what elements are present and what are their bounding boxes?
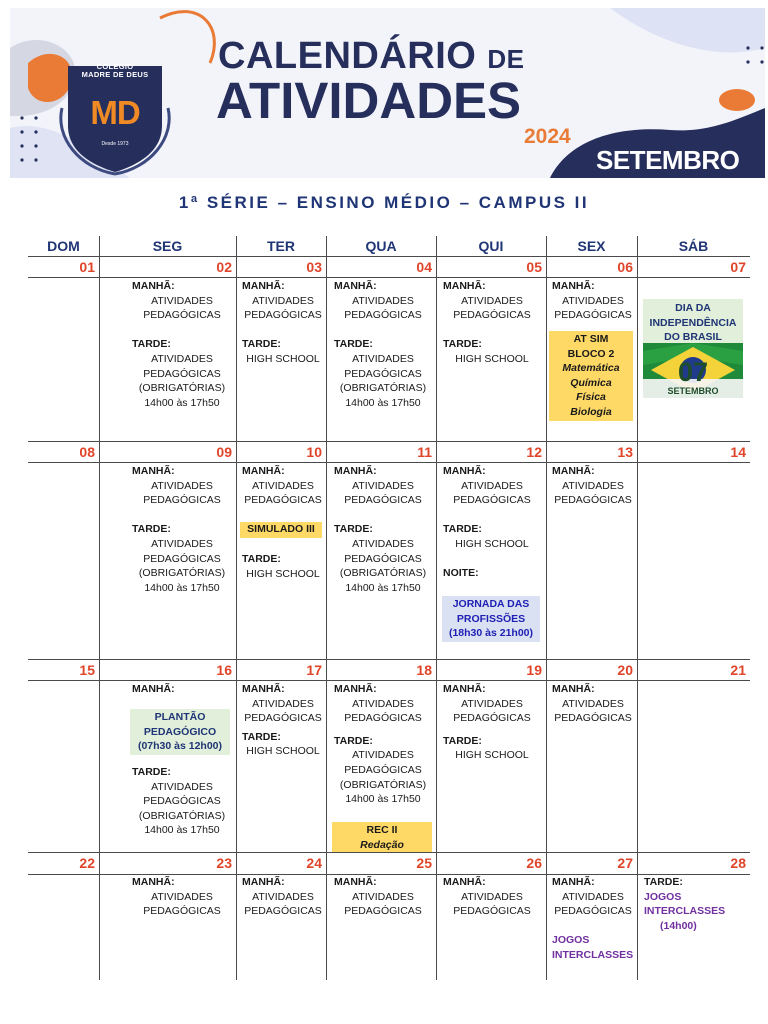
- event-plantao: [130, 709, 230, 755]
- day-number: 14: [730, 444, 746, 460]
- activity-text: PEDAGÓGICAS: [344, 763, 422, 776]
- day-entry: [132, 765, 232, 838]
- activity-text: HIGH SCHOOL: [455, 537, 529, 550]
- event-subtitle: BLOCO 2: [567, 347, 615, 360]
- activity-text: PEDAGÓGICAS: [453, 712, 531, 725]
- title-calendario: CALENDÁRIO: [218, 35, 477, 77]
- weekday-header: DOM: [47, 238, 80, 254]
- weekday-header: TER: [267, 238, 295, 254]
- manha-label: MANHÃ:: [242, 465, 285, 477]
- day-entry: [443, 875, 541, 919]
- activity-text: ATIVIDADES: [461, 479, 523, 492]
- spacer: [443, 552, 541, 567]
- weekday-header: SEG: [152, 238, 183, 254]
- manha-label: MANHÃ:: [443, 876, 486, 888]
- tarde-label: TARDE:: [242, 730, 281, 743]
- manha-label: MANHÃ:: [132, 876, 175, 888]
- activity-text: ATIVIDADES: [562, 890, 624, 903]
- event-title: DO BRASIL: [664, 331, 722, 343]
- day-number: 02: [216, 259, 232, 275]
- manha-label: MANHÃ:: [334, 876, 377, 888]
- grid-hline: [28, 659, 750, 660]
- spacer: [132, 508, 232, 523]
- tarde-label: TARDE:: [132, 338, 171, 351]
- day-number: 12: [526, 444, 542, 460]
- day-number: 10: [306, 444, 322, 460]
- event-title: INDEPENDÊNCIA: [649, 316, 737, 329]
- activity-text: (OBRIGATÓRIAS): [339, 382, 427, 395]
- manha-label: MANHÃ:: [552, 465, 595, 477]
- manha-label: MANHÃ:: [242, 280, 285, 292]
- day-entry: [242, 279, 324, 367]
- event-at-sim: [549, 331, 633, 421]
- activity-text: PEDAGÓGICAS: [344, 905, 422, 918]
- activity-text: ATIVIDADES: [252, 294, 314, 307]
- day-number: 11: [417, 444, 432, 460]
- day-entry: [443, 279, 541, 367]
- spacer: [443, 508, 541, 523]
- manha-label: MANHÃ:: [552, 280, 595, 292]
- event-title: PLANTÃO: [154, 711, 206, 723]
- event-title: DIA DA: [675, 302, 711, 314]
- activity-text: ATIVIDADES: [151, 780, 213, 793]
- day-number: 04: [416, 259, 432, 275]
- activity-time: 14h00 às 17h50: [345, 581, 421, 594]
- event-jogos: JOGOS: [644, 890, 682, 903]
- day-entry: [242, 682, 324, 759]
- spacer: [334, 726, 432, 734]
- event-title: PEDAGÓGICO: [143, 725, 217, 738]
- day-number: 08: [79, 444, 95, 460]
- day-entry: [552, 682, 634, 726]
- event-title: PROFISSÕES: [456, 612, 526, 625]
- day-entry: [443, 464, 541, 581]
- activity-text: (OBRIGATÓRIAS): [138, 809, 226, 822]
- activity-time: 14h00 às 17h50: [144, 824, 220, 837]
- day-number: 23: [216, 855, 232, 871]
- activity-text: PEDAGÓGICAS: [344, 309, 422, 322]
- day-entry: [552, 464, 634, 508]
- grid-hline: [28, 441, 750, 442]
- tarde-label: TARDE:: [443, 523, 482, 536]
- spacer: [242, 726, 324, 730]
- activity-text: ATIVIDADES: [352, 537, 414, 550]
- activity-text: (OBRIGATÓRIAS): [138, 567, 226, 580]
- activity-text: ATIVIDADES: [461, 890, 523, 903]
- activity-text: PEDAGÓGICAS: [344, 494, 422, 507]
- activity-text: ATIVIDADES: [562, 697, 624, 710]
- day-entry: [334, 682, 432, 807]
- manha-label: MANHÃ:: [242, 876, 285, 888]
- activity-text: ATIVIDADES: [151, 294, 213, 307]
- event-subject: Redação: [360, 838, 404, 851]
- activity-text: ATIVIDADES: [151, 890, 213, 903]
- activity-text: ATIVIDADES: [461, 697, 523, 710]
- activity-time: 14h00 às 17h50: [345, 793, 421, 806]
- event-jogos: INTERCLASSES: [552, 948, 634, 961]
- activity-text: PEDAGÓGICAS: [554, 712, 632, 725]
- activity-text: PEDAGÓGICAS: [453, 905, 531, 918]
- day-entry: [334, 875, 432, 919]
- day-number: 15: [79, 662, 95, 678]
- title-month: SETEMBRO: [596, 145, 740, 175]
- calendar-grid: [28, 236, 750, 980]
- event-day: 07: [677, 357, 709, 387]
- activity-text: HIGH SCHOOL: [246, 567, 320, 580]
- event-time: (07h30 às 12h00): [137, 740, 223, 752]
- activity-text: (OBRIGATÓRIAS): [339, 778, 427, 791]
- logo-initials: MD: [90, 94, 140, 131]
- grid-hline: [28, 256, 750, 257]
- tarde-label: TARDE:: [443, 734, 482, 747]
- day-number: 25: [416, 855, 432, 871]
- grid-hline: [28, 462, 750, 463]
- day-entry: [242, 875, 324, 919]
- logo-since: Desde 1973: [101, 141, 129, 147]
- title-de: DE: [487, 44, 525, 74]
- day-number: 13: [617, 444, 633, 460]
- day-entry: [443, 682, 541, 763]
- manha-label: MANHÃ:: [552, 876, 595, 888]
- spacer: [132, 323, 232, 338]
- activity-text: ATIVIDADES: [151, 537, 213, 550]
- day-number: 20: [617, 662, 633, 678]
- event-jogos: INTERCLASSES: [644, 905, 726, 918]
- spacer: [552, 919, 634, 934]
- manha-label: MANHÃ:: [132, 465, 175, 477]
- tarde-label: TARDE:: [644, 876, 683, 888]
- activity-text: ATIVIDADES: [151, 352, 213, 365]
- activity-text: PEDAGÓGICAS: [554, 309, 632, 322]
- tarde-label: TARDE:: [334, 338, 373, 351]
- event-title: AT SIM: [573, 333, 609, 345]
- day-number: 24: [306, 855, 322, 871]
- day-number: 07: [730, 259, 746, 275]
- page-subtitle: 1ª SÉRIE – ENSINO MÉDIO – CAMPUS II: [178, 193, 590, 212]
- logo-text: [68, 63, 162, 79]
- weekday-header: SÁB: [678, 238, 709, 254]
- activity-text: (OBRIGATÓRIAS): [339, 567, 427, 580]
- event-subject: Matemática: [562, 362, 620, 374]
- activity-text: PEDAGÓGICAS: [554, 905, 632, 918]
- activity-text: HIGH SCHOOL: [455, 749, 529, 762]
- day-entry: [132, 279, 232, 410]
- event-independencia-text: [643, 301, 743, 345]
- event-title: REC II: [366, 824, 398, 836]
- tarde-label: TARDE:: [334, 734, 373, 747]
- day-entry: [552, 279, 634, 323]
- day-number: 19: [526, 662, 542, 678]
- activity-text: PEDAGÓGICAS: [344, 712, 422, 725]
- spacer: [334, 323, 432, 338]
- day-number: 01: [79, 259, 95, 275]
- day-entry: [242, 464, 324, 508]
- activity-text: ATIVIDADES: [352, 697, 414, 710]
- activity-text: ATIVIDADES: [461, 294, 523, 307]
- activity-text: PEDAGÓGICAS: [244, 905, 322, 918]
- manha-label: MANHÃ:: [334, 683, 377, 695]
- event-subject: Biologia: [570, 405, 612, 418]
- day-number: 16: [216, 662, 232, 678]
- spacer: [443, 323, 541, 338]
- weekday-header: SEX: [577, 238, 606, 254]
- spacer: [242, 323, 324, 338]
- noite-label: NOITE:: [443, 567, 479, 580]
- activity-time: 14h00 às 17h50: [144, 581, 220, 594]
- grid-hline: [28, 680, 750, 681]
- school-logo: [68, 63, 162, 168]
- title-year: 2024: [524, 125, 571, 148]
- day-number: 26: [526, 855, 542, 871]
- day-number: 05: [526, 259, 542, 275]
- activity-text: PEDAGÓGICAS: [453, 494, 531, 507]
- day-number: 27: [617, 855, 633, 871]
- day-number: 18: [416, 662, 432, 678]
- manha-label: MANHÃ:: [334, 280, 377, 292]
- spacer: [334, 508, 432, 523]
- activity-time: 14h00 às 17h50: [144, 396, 220, 409]
- activity-text: PEDAGÓGICAS: [143, 494, 221, 507]
- tarde-label: TARDE:: [132, 523, 171, 536]
- activity-text: ATIVIDADES: [562, 294, 624, 307]
- activity-text: PEDAGÓGICAS: [344, 367, 422, 380]
- activity-text: ATIVIDADES: [252, 890, 314, 903]
- manha-label: MANHÃ:: [334, 465, 377, 477]
- activity-text: ATIVIDADES: [151, 479, 213, 492]
- activity-text: ATIVIDADES: [352, 749, 414, 762]
- weekday-header: QUA: [365, 238, 397, 254]
- grid-hline: [28, 277, 750, 278]
- activity-text: ATIVIDADES: [352, 294, 414, 307]
- activity-text: PEDAGÓGICAS: [143, 309, 221, 322]
- activity-text: PEDAGÓGICAS: [244, 494, 322, 507]
- activity-text: ATIVIDADES: [352, 890, 414, 903]
- activity-text: HIGH SCHOOL: [246, 745, 320, 758]
- activity-text: PEDAGÓGICAS: [244, 712, 322, 725]
- event-independencia: [643, 299, 743, 398]
- day-number: 17: [306, 662, 322, 678]
- event-time: (14h00): [660, 919, 697, 932]
- activity-text: ATIVIDADES: [352, 352, 414, 365]
- activity-text: PEDAGÓGICAS: [244, 309, 322, 322]
- activity-text: ATIVIDADES: [562, 479, 624, 492]
- grid-hline: [28, 852, 750, 853]
- day-number: 22: [79, 855, 95, 871]
- logo-school-top: COLEGIO: [96, 62, 134, 71]
- activity-text: PEDAGÓGICAS: [143, 367, 221, 380]
- event-jogos: JOGOS: [552, 934, 590, 947]
- day-number: 03: [306, 259, 322, 275]
- day-entry: [552, 875, 634, 963]
- activity-text: ATIVIDADES: [352, 479, 414, 492]
- logo-school-name: MADRE DE DEUS: [81, 70, 149, 79]
- event-subject: Física: [576, 391, 606, 403]
- event-time: (18h30 às 21h00): [448, 627, 534, 639]
- day-entry: [132, 682, 232, 697]
- activity-text: HIGH SCHOOL: [455, 352, 529, 365]
- manha-label: MANHÃ:: [443, 280, 486, 292]
- day-number: 06: [617, 259, 633, 275]
- day-entry: [132, 464, 232, 595]
- activity-text: ATIVIDADES: [252, 479, 314, 492]
- day-entry: [132, 875, 232, 919]
- tarde-label: TARDE:: [334, 523, 373, 536]
- tarde-label: TARDE:: [242, 338, 281, 351]
- header-banner: [10, 8, 765, 178]
- event-simulado: SIMULADO III: [240, 522, 322, 538]
- manha-label: MANHÃ:: [242, 683, 285, 695]
- event-jornada: [442, 596, 540, 642]
- event-subject: Química: [570, 376, 612, 389]
- activity-text: PEDAGÓGICAS: [143, 905, 221, 918]
- tarde-label: TARDE:: [242, 553, 281, 565]
- activity-text: PEDAGÓGICAS: [554, 494, 632, 507]
- spacer: [443, 726, 541, 734]
- weekday-header: QUI: [478, 238, 504, 254]
- event-month: SETEMBRO: [667, 386, 719, 396]
- activity-text: PEDAGÓGICAS: [453, 309, 531, 322]
- event-rec: [332, 822, 432, 852]
- day-number: 09: [216, 444, 232, 460]
- activity-text: PEDAGÓGICAS: [344, 552, 422, 565]
- activity-text: (OBRIGATÓRIAS): [138, 382, 226, 395]
- tarde-label: TARDE:: [132, 766, 171, 778]
- manha-label: MANHÃ:: [443, 465, 486, 477]
- activity-time: 14h00 às 17h50: [345, 396, 421, 409]
- day-number: 21: [730, 662, 746, 678]
- manha-label: MANHÃ:: [443, 683, 486, 695]
- day-entry: [242, 552, 324, 581]
- activity-text: PEDAGÓGICAS: [143, 795, 221, 808]
- activity-text: PEDAGÓGICAS: [143, 552, 221, 565]
- day-entry: [644, 875, 744, 933]
- title-line2: ATIVIDADES: [216, 72, 522, 129]
- activity-text: HIGH SCHOOL: [246, 352, 320, 365]
- activity-text: ATIVIDADES: [252, 697, 314, 710]
- manha-label: MANHÃ:: [132, 683, 175, 695]
- day-entry: [334, 464, 432, 595]
- manha-label: MANHÃ:: [552, 683, 595, 695]
- event-title: JORNADA DAS: [452, 598, 530, 610]
- day-entry: [334, 279, 432, 410]
- tarde-label: TARDE:: [443, 338, 482, 351]
- manha-label: MANHÃ:: [132, 280, 175, 292]
- day-number: 28: [730, 855, 746, 871]
